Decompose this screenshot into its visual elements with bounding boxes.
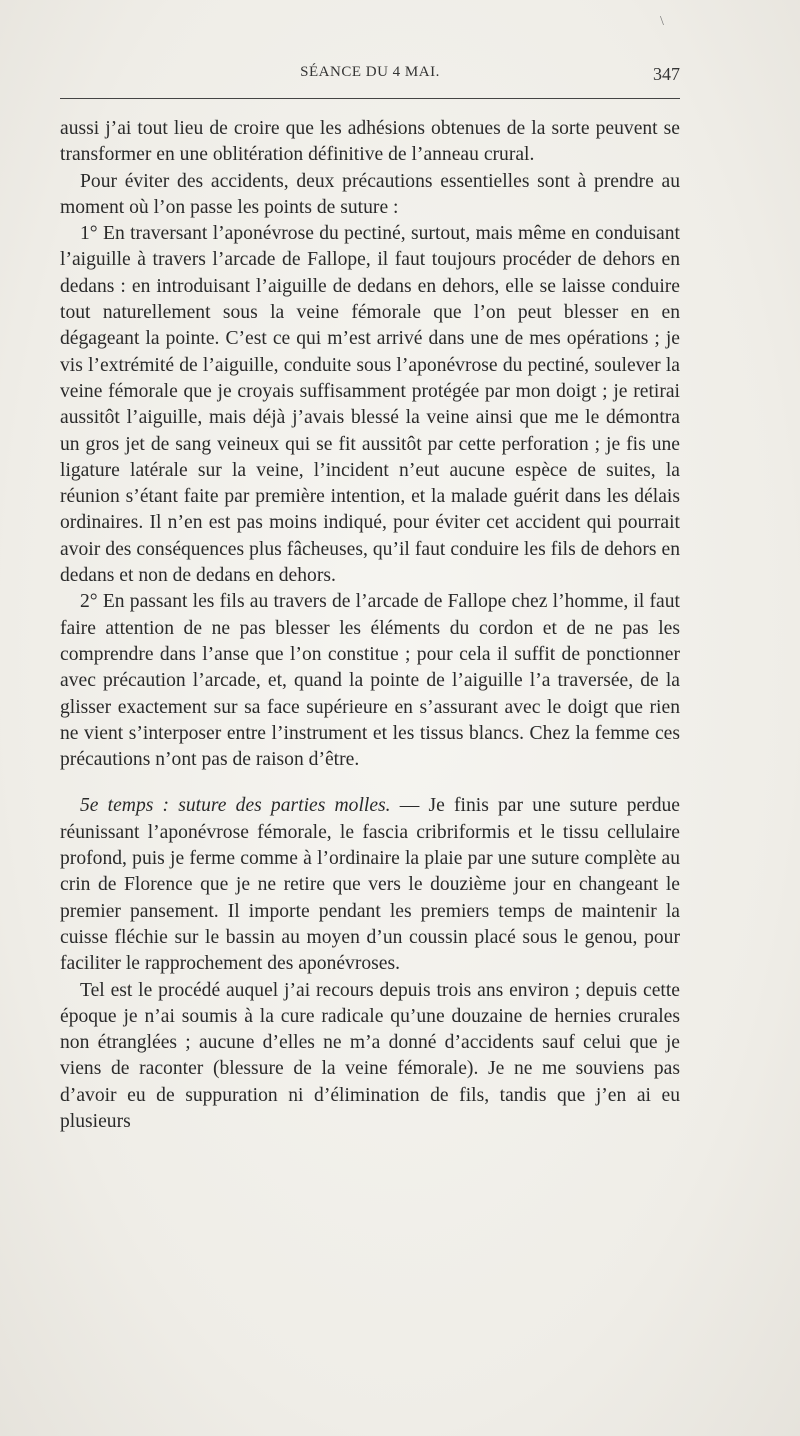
section-5-text: — Je finis par une suture perdue réunissant l’aponévrose fémorale, le fascia cribriformis et le tissu cellulaire profond, puis je ferme comme à l’ordinaire la plaie par une suture complète au crin de Florence que je ne retire que vers le douzième jour en changeant le premier pansement. Il importe pendant les premiers temps de maintenir la cuisse fléchie sur le bassin au moyen d’un coussin placé sous le genou, pour faciliter le rapprochement des aponévroses. — [60, 795, 681, 975]
header-rule — [60, 98, 680, 99]
page-number: 347 — [653, 64, 680, 84]
page-header — [60, 64, 680, 90]
paragraph-precautions-intro: Pour éviter des accidents, deux précautions essentielles sont à prendre au moment où l’on passe les points de suture : — [60, 170, 680, 218]
paragraph-continuation: aussi j’ai tout lieu de croire que les adhésions obtenues de la sorte peuvent se transformer en une oblitération définitive de l’anneau crural. — [60, 118, 680, 166]
paragraph-precaution-1: 1° En traversant l’aponévrose du pectiné, surtout, mais même en conduisant l’aiguille à travers l’arcade de Fallope, il faut toujours procéder de dehors en dedans : en introduisant l’aiguille de dedans en dehors, elle se laisse conduire tout naturellement sous la veine fémorale que l’on peut blesser en en dégageant la pointe. C’est ce qui m’est arrivé dans une de mes opérations ; je vis l’extrémité de l’aiguille, conduite sous l’aponévrose du pectiné, soulever la veine fémorale que je croyais suffisamment protégée par mon doigt ; je retirai aussitôt l’aiguille, mais déjà j’avais blessé la veine ainsi que me le démontra un gros jet de sang veineux qui se fit aussitôt par cette perforation ; je fis une ligature latérale sur la veine, l’incident n’eut aucune espèce de suites, la réunion s’étant faite par première intention, et la malade guérit dans les délais ordinaires. Il n’en est pas moins indiqué, pour éviter cet accident qui pourrait avoir des conséquences plus fâcheuses, qu’il faut conduire les fils de dehors en dedans et non de dedans en dehors. — [60, 223, 680, 587]
paragraph-final: Tel est le procédé auquel j’ai recours depuis trois ans environ ; depuis cette époque je n’ai soumis à la cure radicale qu’une douzaine de hernies crurales non étranglées ; aucune d’elles ne m’a donné d’accidents sauf celui que je viens de raconter (blessure de la veine fémorale). Je ne me souviens pas d’avoir eu de suppuration ni d’élimination de fils, tandis que j’en ai eu plusieurs — [60, 979, 680, 1132]
paragraph-section-5 — [60, 793, 680, 977]
scan-artifact-mark: \ — [660, 14, 664, 29]
paragraph-precaution-2: 2° En passant les fils au travers de l’arcade de Fallope chez l’homme, il faut faire attention de ne pas blesser les éléments du cordon et de ne pas les comprendre dans l’anse que l’on constitue ; pour cela il suffit de ponctionner avec précaution l’arcade, et, quand la pointe de l’aiguille l’a traversée, de la glisser exactement sur sa face supérieure en s’assurant avec le doigt que rien ne vient s’interposer entre l’instrument et les tissus blancs. Chez la femme ces précautions n’ont pas de raison d’être. — [60, 591, 680, 771]
body-text — [60, 116, 680, 1135]
running-head: SÉANCE DU 4 MAI. — [300, 64, 440, 80]
section-5-heading: 5e temps : suture des parties molles. — [80, 795, 391, 817]
